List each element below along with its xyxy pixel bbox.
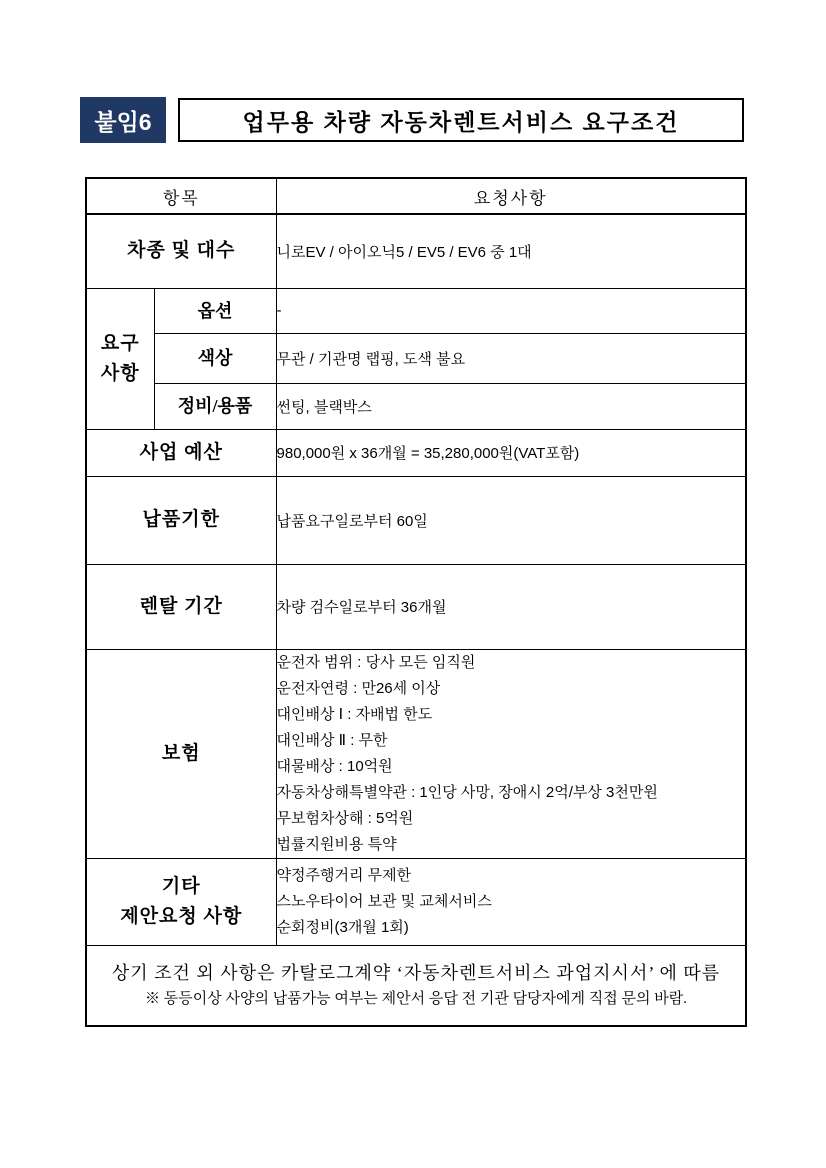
- other-label: [86, 858, 276, 945]
- requirements-group-label: [86, 288, 154, 429]
- insurance-line: 대물배상 : 10억원: [276, 757, 393, 775]
- delivery-label: 납품기한: [86, 476, 276, 564]
- table-row-rental: [86, 564, 746, 649]
- requirements-group-label-line1: 요구: [100, 332, 140, 354]
- insurance-line: 법률지원비용 특약: [276, 835, 397, 853]
- delivery-value: 납품요구일로부터 60일: [276, 476, 746, 564]
- attachment-badge-label: 붙임6: [94, 108, 152, 135]
- requirements-table: [85, 177, 747, 1027]
- option-label: 옵션: [154, 288, 276, 333]
- vehicle-label: 차종 및 대수: [86, 214, 276, 288]
- table-row-other: [86, 858, 746, 945]
- table-header-row: [86, 178, 746, 214]
- document-title: 업무용 차량 자동차렌트서비스 요구조건: [242, 108, 680, 135]
- document-title-box: [178, 98, 744, 142]
- maintenance-label: 정비/용품: [154, 383, 276, 429]
- budget-label: 사업 예산: [86, 429, 276, 476]
- insurance-value: [276, 649, 746, 858]
- insurance-line: 자동차상해특별약관 : 1인당 사망, 장애시 2억/부상 3천만원: [276, 783, 658, 801]
- footnote-line2: ※ 동등이상 사양의 납품가능 여부는 제안서 응답 전 기관 담당자에게 직접 문의 바람.: [145, 991, 687, 1008]
- other-line: 순회정비(3개월 1회): [276, 918, 409, 936]
- table-row-vehicle: [86, 214, 746, 288]
- color-label: 색상: [154, 333, 276, 383]
- budget-value: 980,000원 x 36개월 = 35,280,000원(VAT포함): [276, 429, 746, 476]
- option-value: -: [276, 288, 746, 333]
- other-line: 스노우타이어 보관 및 교체서비스: [276, 892, 492, 910]
- table-row-footnote: [86, 945, 746, 1026]
- footnote-cell: [86, 945, 746, 1026]
- insurance-line: 대인배상 Ⅱ : 무한: [276, 731, 388, 749]
- column-header-item: 항목: [86, 178, 276, 214]
- table-row-option: [86, 288, 746, 333]
- attachment-badge: [80, 97, 166, 143]
- column-header-request: 요청사항: [276, 178, 746, 214]
- table-row-maintenance: [86, 383, 746, 429]
- insurance-line: 무보험차상해 : 5억원: [276, 809, 414, 827]
- other-value: [276, 858, 746, 945]
- insurance-line: 운전자연령 : 만26세 이상: [276, 679, 441, 697]
- table-row-delivery: [86, 476, 746, 564]
- footnote-line1: 상기 조건 외 사항은 카탈로그계약 ‘자동차렌트서비스 과업지시서’ 에 따름: [111, 963, 721, 984]
- other-line: 약정주행거리 무제한: [276, 866, 412, 884]
- insurance-line: 대인배상 Ⅰ : 자배법 한도: [276, 705, 433, 723]
- table-row-insurance: [86, 649, 746, 858]
- table-row-color: [86, 333, 746, 383]
- insurance-line: 운전자 범위 : 당사 모든 임직원: [276, 653, 476, 671]
- rental-label: 렌탈 기간: [86, 564, 276, 649]
- other-label-line1: 기타: [161, 875, 201, 897]
- table-row-budget: [86, 429, 746, 476]
- rental-value: 차량 검수일로부터 36개월: [276, 564, 746, 649]
- color-value: 무관 / 기관명 랩핑, 도색 불요: [276, 333, 746, 383]
- maintenance-value: 썬팅, 블랙박스: [276, 383, 746, 429]
- vehicle-value: 니로EV / 아이오닉5 / EV5 / EV6 중 1대: [276, 214, 746, 288]
- requirements-group-label-line2: 사항: [100, 362, 140, 384]
- insurance-label: 보험: [86, 649, 276, 858]
- other-label-line2: 제안요청 사항: [120, 905, 243, 927]
